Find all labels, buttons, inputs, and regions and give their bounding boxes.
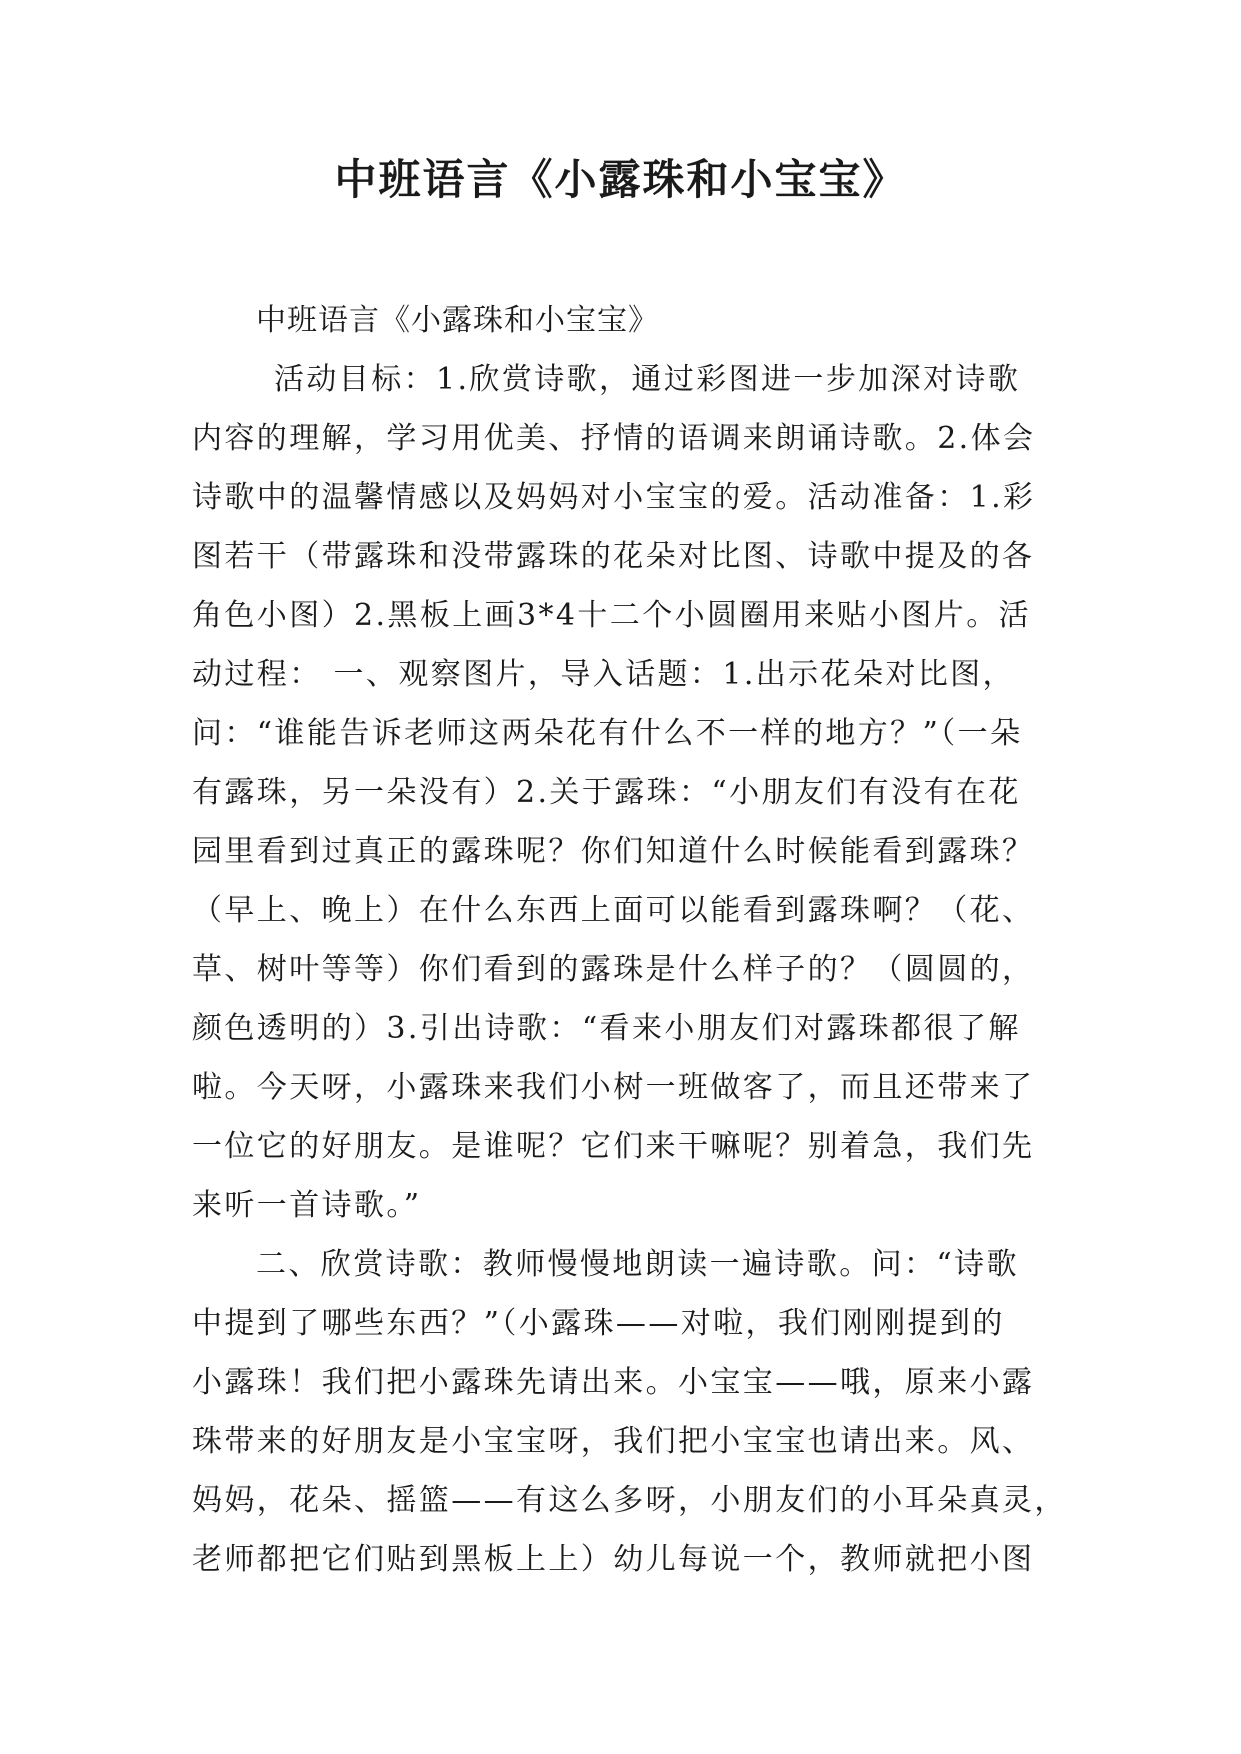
body-line: 角色小图）2.黑板上画3*4十二个小圆圈用来贴小图片。活	[192, 598, 1031, 633]
body-line: 珠带来的好朋友是小宝宝呀，我们把小宝宝也请出来。风、	[192, 1424, 1035, 1459]
body-line: 中提到了哪些东西？”（小露珠——对啦，我们刚刚提到的	[192, 1306, 1005, 1341]
body-line: 草、树叶等等）你们看到的露珠是什么样子的？（圆圆的，	[192, 952, 1035, 987]
body-line: 小露珠！我们把小露珠先请出来。小宝宝——哦，原来小露	[192, 1365, 1035, 1400]
body-line: 有露珠，另一朵没有）2.关于露珠：“小朋友们有没有在花	[192, 775, 1021, 810]
body-line: 内容的理解，学习用优美、抒情的语调来朗诵诗歌。2.体会	[192, 421, 1036, 456]
body-line: 图若干（带露珠和没带露珠的花朵对比图、诗歌中提及的各	[192, 539, 1035, 574]
body-line: 妈妈，花朵、摇篮——有这么多呀，小朋友们的小耳朵真灵，	[192, 1483, 1067, 1518]
document-title: 中班语言《小露珠和小宝宝》	[334, 155, 907, 204]
body-line: （早上、晚上）在什么东西上面可以能看到露珠啊？（花、	[192, 893, 1035, 928]
body-line: 啦。今天呀，小露珠来我们小树一班做客了，而且还带来了	[192, 1070, 1035, 1105]
body-line: 一位它的好朋友。是谁呢？它们来干嘛呢？别着急，我们先	[192, 1129, 1035, 1164]
subtitle-line: 中班语言《小露珠和小宝宝》	[256, 303, 659, 338]
body-line: 动过程： 一、观察图片，导入话题：1.出示花朵对比图，	[192, 657, 1015, 692]
body-line: 二、欣赏诗歌：教师慢慢地朗读一遍诗歌。问：“诗歌	[256, 1247, 1019, 1282]
body-line: 来听一首诗歌。”	[192, 1188, 422, 1223]
document-body	[192, 291, 1067, 1589]
body-line: 问：“谁能告诉老师这两朵花有什么不一样的地方？”（一朵	[192, 716, 1023, 751]
body-line: 诗歌中的温馨情感以及妈妈对小宝宝的爱。活动准备：1.彩	[192, 480, 1036, 515]
body-line: 老师都把它们贴到黑板上上）幼儿每说一个，教师就把小图	[192, 1542, 1035, 1577]
body-line: 颜色透明的）3.引出诗歌：“看来小朋友们对露珠都很了解	[192, 1011, 1021, 1046]
body-line: 园里看到过真正的露珠呢？你们知道什么时候能看到露珠？	[192, 834, 1035, 869]
body-line: 活动目标：1.欣赏诗歌，通过彩图进一步加深对诗歌	[274, 362, 1021, 397]
